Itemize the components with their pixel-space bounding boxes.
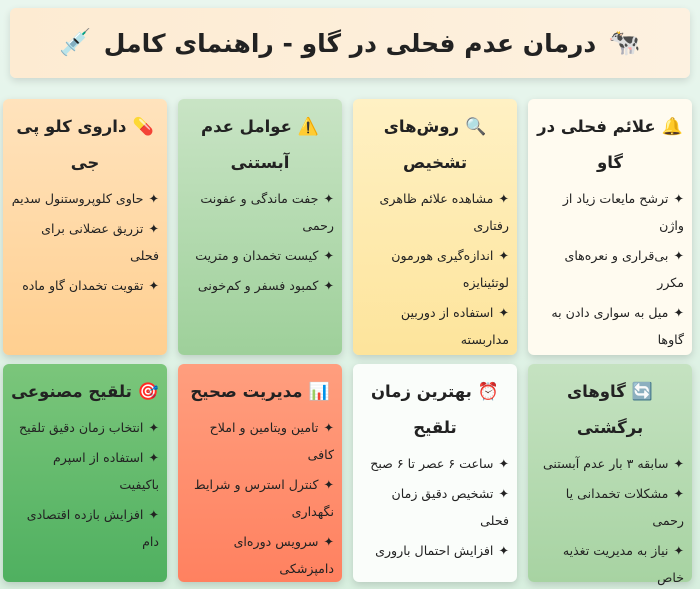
page-title: درمان عدم فحلی در گاو - راهنمای کامل (103, 28, 597, 58)
cow-icon: 🐄 (608, 28, 641, 58)
bullet-icon: ✦ (498, 486, 509, 501)
bullet-icon: ✦ (148, 221, 159, 236)
list-item: ✦افزایش بازده اقتصادی دام (26, 507, 159, 549)
card-title: 🎯تلقیح مصنوعی (11, 374, 159, 410)
list-item: ✦افزایش احتمال باروری (375, 543, 509, 558)
bullet-icon: ✦ (323, 191, 334, 206)
list-item: ✦کیست تخمدان و متریت (195, 248, 334, 263)
card-title: 💊داروی کلو پی جی (11, 109, 159, 181)
bullet-icon: ✦ (323, 420, 334, 435)
card-title: 🔔علائم فحلی در گاو (536, 109, 684, 181)
bullet-icon: ✦ (148, 278, 159, 293)
list-item: ✦ترشح مایعات زیاد از واژن (562, 191, 684, 233)
card-title: 📊مدیریت صحیح (186, 374, 334, 410)
magnifier-icon: 🔍 (465, 117, 487, 137)
refresh-icon: 🔄 (631, 382, 653, 402)
list-item: ✦مشکلات تخمدانی یا رحمی (565, 486, 684, 528)
bullet-icon: ✦ (148, 420, 159, 435)
list-item: ✦نیاز به مدیریت تغذیه خاص (562, 543, 684, 585)
list-item: ✦سابقه ۳ بار عدم آبستنی (542, 456, 684, 471)
bullet-icon: ✦ (323, 477, 334, 492)
list-item: ✦جفت ماندگی و عفونت رحمی (200, 191, 334, 233)
bullet-icon: ✦ (323, 278, 334, 293)
list-item: ✦کمبود فسفر و کم‌خونی (197, 278, 334, 293)
card-proper-management (178, 364, 342, 582)
card-clopg-drug (3, 99, 167, 355)
bullet-icon: ✦ (498, 248, 509, 263)
card-best-insemination-time (353, 364, 517, 582)
list-item: ✦مشاهده علائم ظاهری رفتاری (379, 191, 509, 233)
bullet-icon: ✦ (323, 248, 334, 263)
target-icon: 🎯 (137, 382, 159, 402)
bullet-icon: ✦ (673, 248, 684, 263)
bullet-icon: ✦ (673, 486, 684, 501)
bullet-icon: ✦ (323, 534, 334, 549)
bullet-icon: ✦ (498, 305, 509, 320)
bullet-icon: ✦ (673, 456, 684, 471)
list-item: ✦استفاده از اسپرم باکیفیت (52, 450, 159, 492)
syringe-icon: 💉 (59, 28, 92, 58)
list-item: ✦ساعت ۶ عصر تا ۶ صبح (370, 456, 509, 471)
card-artificial-insemination (3, 364, 167, 582)
bullet-icon: ✦ (673, 191, 684, 206)
bullet-icon: ✦ (148, 191, 159, 206)
bullet-icon: ✦ (148, 507, 159, 522)
card-title: 🔍روش‌های تشخیص (361, 109, 509, 181)
bullet-icon: ✦ (673, 305, 684, 320)
bullet-icon: ✦ (148, 450, 159, 465)
card-title: 🔄گاوهای برگشتی (536, 374, 684, 446)
alarm-clock-icon: ⏰ (477, 382, 500, 402)
bell-icon: 🔔 (661, 117, 683, 137)
list-item: ✦تقویت تخمدان گاو ماده (22, 278, 159, 293)
card-repeat-breeders (528, 364, 692, 585)
card-diagnosis-methods (353, 99, 517, 355)
warning-icon: ⚠️ (297, 117, 320, 137)
bar-chart-icon: 📊 (308, 382, 330, 402)
card-title: ⚠️عوامل عدم آبستنی (186, 109, 334, 181)
list-item: ✦استفاده از دوربین مداربسته (400, 305, 509, 347)
list-item: ✦تزریق عضلانی برای فحلی (41, 221, 159, 263)
bullet-icon: ✦ (673, 543, 684, 558)
bullet-icon: ✦ (498, 543, 509, 558)
list-item: ✦بی‌قراری و نعره‌های مکرر (564, 248, 684, 290)
list-item: ✦میل به سواری دادن به گاوها (551, 305, 684, 347)
card-infertility-factors (178, 99, 342, 355)
page-header (10, 8, 690, 78)
list-item: ✦تامین ویتامین و املاح کافی (209, 420, 334, 462)
list-item: ✦کنترل استرس و شرایط نگهداری (194, 477, 334, 519)
list-item: ✦سرویس دوره‌ای دامپزشکی (233, 534, 334, 576)
list-item: ✦اندازه‌گیری هورمون لوتئینایزه (391, 248, 509, 290)
pill-icon: 💊 (132, 117, 154, 137)
list-item: ✦انتخاب زمان دقیق تلقیح (18, 420, 159, 435)
bullet-icon: ✦ (498, 456, 509, 471)
list-item: ✦تشخیص دقیق زمان فحلی (391, 486, 509, 528)
bullet-icon: ✦ (498, 191, 509, 206)
list-item: ✦حاوی کلوپروستنول سدیم (11, 191, 159, 206)
card-title: ⏰بهترین زمان تلقیح (361, 374, 509, 446)
card-estrus-signs (528, 99, 692, 355)
